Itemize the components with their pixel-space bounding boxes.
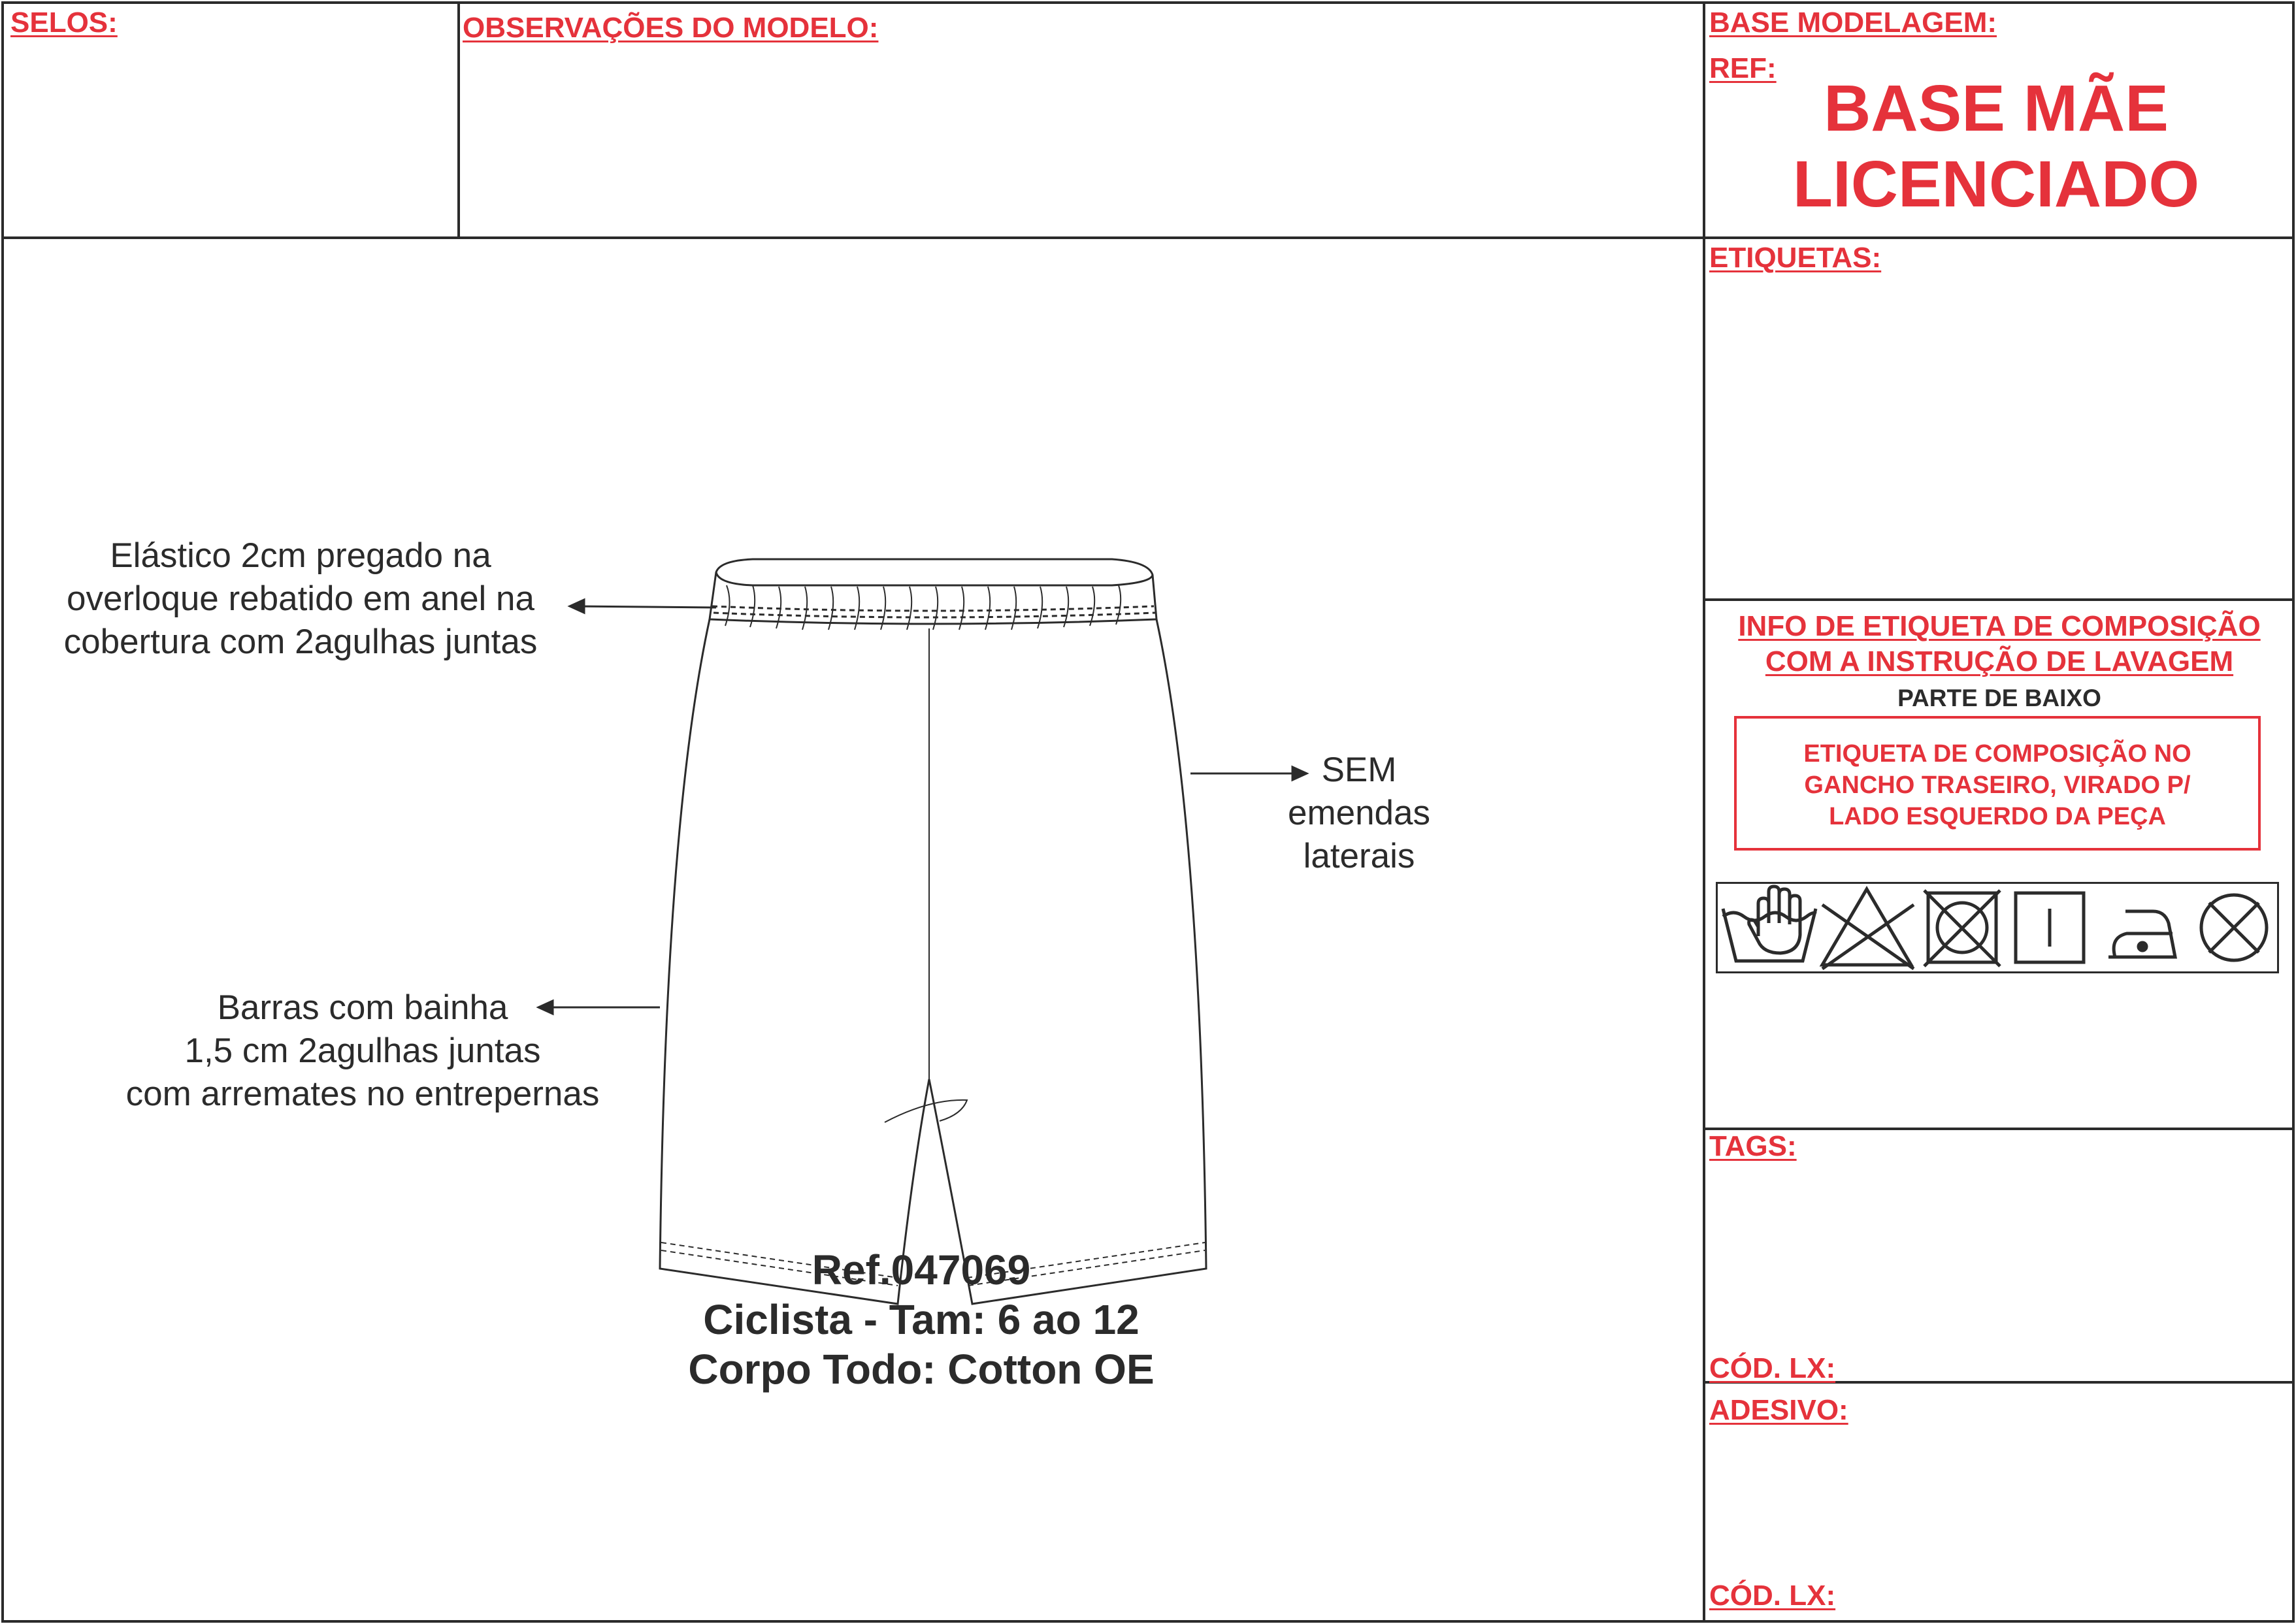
note-elastic [26,534,575,664]
note-hem-line1: Barras com bainha [217,988,508,1027]
parte-de-baixo: PARTE DE BAIXO [1897,685,2101,711]
composicao-line1: ETIQUETA DE COMPOSIÇÃO NO [1803,740,2191,768]
note-sides [1255,749,1464,878]
info-title-line1: INFO DE ETIQUETA DE COMPOSIÇÃO [1738,610,2261,642]
etiquetas-cell [1703,236,2295,601]
info-title-line2: COM A INSTRUÇÃO DE LAVAGEM [1765,645,2234,677]
note-sides-line2: emendas [1287,794,1431,832]
composicao-box [1734,716,2261,851]
observacoes-label: OBSERVAÇÕES DO MODELO: [463,12,879,44]
base-title-line2: LICENCIADO [1792,148,2200,221]
composicao-line3: LADO ESQUERDO DA PEÇA [1829,803,2166,830]
note-elastic-line3: cobertura com 2agulhas juntas [63,623,538,661]
note-elastic-line2: overloque rebatido em anel na [67,579,534,618]
note-hem-line3: com arremates no entrepernas [125,1075,600,1113]
product-name: Ciclista - Tam: 6 ao 12 [703,1296,1140,1343]
note-sides-line1: SEM [1321,751,1397,789]
etiquetas-label: ETIQUETAS: [1709,242,1882,274]
tags-cell [1703,1128,2295,1384]
iron-low-heat-icon [2108,911,2175,957]
cod-lx-label-2: CÓD. LX: [1709,1580,1836,1612]
do-not-bleach-icon [1822,889,1914,969]
product-body: Corpo Todo: Cotton OE [688,1346,1155,1393]
base-title [1751,71,2241,222]
note-hem [85,986,640,1116]
care-symbols [1716,882,2279,973]
note-hem-line2: 1,5 cm 2agulhas juntas [184,1031,541,1070]
product-reference [529,1245,1313,1394]
shorts-technical-drawing [1,236,1705,1623]
base-modelagem-label: BASE MODELAGEM: [1709,7,1997,39]
note-elastic-line1: Elástico 2cm pregado na [110,536,491,575]
adesivo-label: ADESIVO: [1709,1394,1848,1426]
selos-label: SELOS: [10,7,118,39]
tags-label: TAGS: [1709,1130,1797,1162]
hand-wash-icon [1723,886,1816,961]
note-sides-line3: laterais [1303,837,1415,875]
ref-label: REF: [1709,52,1777,84]
do-not-tumble-dry-icon [1924,890,2000,966]
cod-lx-label-1: CÓD. LX: [1709,1352,1836,1384]
base-title-line1: BASE MÃE [1824,72,2169,145]
info-title [1705,609,2293,679]
product-ref: Ref.047069 [812,1246,1031,1293]
line-dry-icon [2016,893,2084,962]
composicao-line2: GANCHO TRASEIRO, VIRADO P/ [1804,771,2191,799]
do-not-dry-clean-icon [2201,895,2267,960]
